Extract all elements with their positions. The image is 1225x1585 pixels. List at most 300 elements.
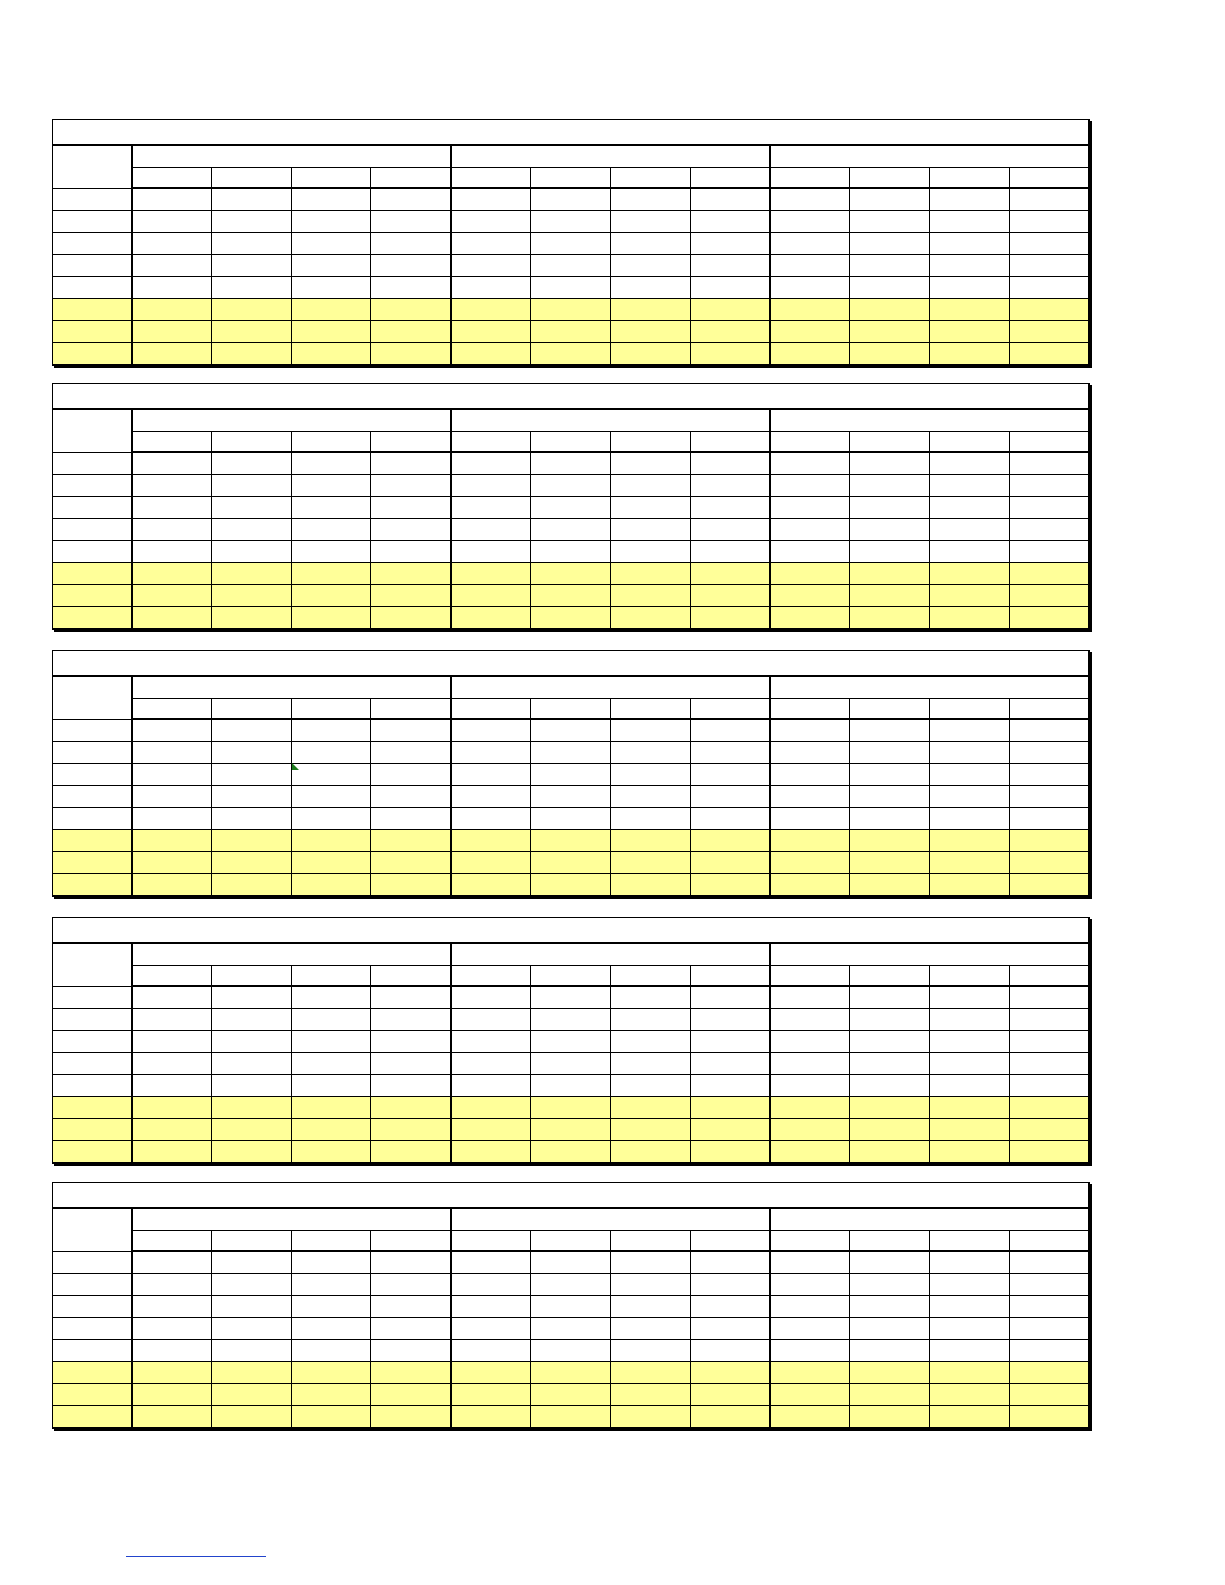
data-cell[interactable] [371,1119,451,1141]
sub-header-cell[interactable] [850,1231,930,1252]
sub-header-cell[interactable] [371,168,451,189]
data-cell[interactable] [690,211,770,233]
block-title[interactable] [53,1183,1090,1209]
data-cell[interactable] [132,343,212,366]
data-cell[interactable] [211,1009,291,1031]
group-header-cell[interactable] [451,409,770,432]
group-header-cell[interactable] [770,943,1089,966]
data-cell[interactable] [451,1097,531,1119]
data-cell[interactable] [929,1031,1009,1053]
data-cell[interactable] [132,1274,212,1296]
data-cell[interactable] [770,497,850,519]
row-header-cell[interactable] [53,299,132,321]
data-cell[interactable] [211,742,291,764]
data-cell[interactable] [850,1296,930,1318]
data-cell[interactable] [1009,1384,1089,1406]
data-cell[interactable] [929,1009,1009,1031]
row-header-cell[interactable] [53,808,132,830]
data-cell[interactable] [850,277,930,299]
sub-header-cell[interactable] [850,168,930,189]
data-cell[interactable] [1009,255,1089,277]
group-header-cell[interactable] [132,1208,451,1231]
data-cell[interactable] [132,719,212,742]
data-cell[interactable] [371,1274,451,1296]
sub-header-cell[interactable] [850,432,930,453]
corner-header-cell[interactable] [53,409,132,452]
data-cell[interactable] [770,786,850,808]
data-cell[interactable] [291,1340,371,1362]
data-cell[interactable] [929,986,1009,1009]
data-cell[interactable] [371,541,451,563]
row-header-cell[interactable] [53,1031,132,1053]
sub-header-cell[interactable] [211,1231,291,1252]
data-cell[interactable] [371,742,451,764]
row-header-cell[interactable] [53,764,132,786]
data-cell[interactable] [530,1119,610,1141]
data-cell[interactable] [1009,1053,1089,1075]
data-cell[interactable] [690,1384,770,1406]
sub-header-cell[interactable] [690,1231,770,1252]
data-cell[interactable] [929,764,1009,786]
data-cell[interactable] [291,986,371,1009]
data-cell[interactable] [770,1009,850,1031]
data-cell[interactable] [850,321,930,343]
data-cell[interactable] [132,452,212,475]
data-cell[interactable] [1009,874,1089,897]
data-cell[interactable] [1009,1251,1089,1274]
data-cell[interactable] [1009,1406,1089,1429]
data-cell[interactable] [132,255,212,277]
data-cell[interactable] [850,1384,930,1406]
data-cell[interactable] [371,321,451,343]
data-cell[interactable] [132,1406,212,1429]
footer-link[interactable] [126,1556,266,1557]
data-cell[interactable] [371,1053,451,1075]
data-cell[interactable] [850,1097,930,1119]
data-cell[interactable] [211,786,291,808]
data-cell[interactable] [929,321,1009,343]
data-cell[interactable] [770,1119,850,1141]
data-cell[interactable] [371,1296,451,1318]
data-cell[interactable] [690,1119,770,1141]
data-cell[interactable] [850,519,930,541]
data-cell[interactable] [610,585,690,607]
data-cell[interactable] [132,541,212,563]
sub-header-cell[interactable] [291,1231,371,1252]
data-cell[interactable] [530,742,610,764]
data-cell[interactable] [451,541,531,563]
data-cell[interactable] [291,1031,371,1053]
data-cell[interactable] [929,719,1009,742]
data-cell[interactable] [1009,742,1089,764]
data-cell[interactable] [690,986,770,1009]
data-cell[interactable] [132,585,212,607]
data-cell[interactable] [770,343,850,366]
data-cell[interactable] [770,188,850,211]
row-header-cell[interactable] [53,343,132,366]
data-cell[interactable] [451,255,531,277]
data-cell[interactable] [371,830,451,852]
data-cell[interactable] [610,1406,690,1429]
data-cell[interactable] [291,452,371,475]
data-cell[interactable] [451,188,531,211]
data-cell[interactable] [211,497,291,519]
row-header-cell[interactable] [53,475,132,497]
data-cell[interactable] [291,1053,371,1075]
data-cell[interactable] [929,742,1009,764]
data-cell[interactable] [1009,1031,1089,1053]
sub-header-cell[interactable] [1009,1231,1089,1252]
data-cell[interactable] [690,255,770,277]
data-cell[interactable] [1009,719,1089,742]
data-cell[interactable] [770,519,850,541]
data-cell[interactable] [610,299,690,321]
data-cell[interactable] [929,277,1009,299]
data-cell[interactable] [610,1384,690,1406]
data-cell[interactable] [291,475,371,497]
data-cell[interactable] [291,519,371,541]
data-cell[interactable] [132,986,212,1009]
data-cell[interactable] [850,986,930,1009]
sub-header-cell[interactable] [211,432,291,453]
data-cell[interactable] [929,1384,1009,1406]
data-cell[interactable] [530,1075,610,1097]
data-cell[interactable] [929,1119,1009,1141]
data-cell[interactable] [1009,1009,1089,1031]
sub-header-cell[interactable] [371,966,451,987]
sub-header-cell[interactable] [929,432,1009,453]
sub-header-cell[interactable] [610,1231,690,1252]
data-cell[interactable] [690,321,770,343]
data-cell[interactable] [451,519,531,541]
data-cell[interactable] [530,452,610,475]
data-cell[interactable] [451,1340,531,1362]
data-cell[interactable] [770,764,850,786]
row-header-cell[interactable] [53,255,132,277]
data-cell[interactable] [451,1075,531,1097]
data-cell[interactable] [929,519,1009,541]
data-cell[interactable] [451,1031,531,1053]
data-cell[interactable] [451,1384,531,1406]
sub-header-cell[interactable] [451,1231,531,1252]
row-header-cell[interactable] [53,277,132,299]
data-cell[interactable] [770,830,850,852]
data-cell[interactable] [530,786,610,808]
data-cell[interactable] [850,188,930,211]
data-cell[interactable] [530,321,610,343]
data-cell[interactable] [690,475,770,497]
data-cell[interactable] [291,719,371,742]
data-cell[interactable] [132,277,212,299]
data-cell[interactable] [610,475,690,497]
data-cell[interactable] [1009,211,1089,233]
data-cell[interactable] [291,830,371,852]
data-cell[interactable] [291,1141,371,1164]
data-cell[interactable] [132,497,212,519]
data-cell[interactable] [530,188,610,211]
data-cell[interactable] [850,830,930,852]
data-cell[interactable] [929,255,1009,277]
data-cell[interactable] [451,808,531,830]
data-cell[interactable] [850,742,930,764]
data-cell[interactable] [451,233,531,255]
data-cell[interactable] [770,299,850,321]
data-cell[interactable] [610,1053,690,1075]
data-cell[interactable] [371,1406,451,1429]
sub-header-cell[interactable] [929,168,1009,189]
data-cell[interactable] [610,1097,690,1119]
data-cell[interactable] [690,852,770,874]
data-cell[interactable] [929,1318,1009,1340]
sub-header-cell[interactable] [610,432,690,453]
data-cell[interactable] [530,607,610,630]
data-cell[interactable] [132,1097,212,1119]
data-cell[interactable] [291,321,371,343]
data-cell[interactable] [211,719,291,742]
data-cell[interactable] [211,852,291,874]
data-cell[interactable] [530,519,610,541]
data-cell[interactable] [770,585,850,607]
data-cell[interactable] [929,1274,1009,1296]
data-cell[interactable] [850,786,930,808]
corner-header-cell[interactable] [53,676,132,719]
data-cell[interactable] [1009,830,1089,852]
sub-header-cell[interactable] [690,966,770,987]
sub-header-cell[interactable] [291,966,371,987]
data-cell[interactable] [610,852,690,874]
row-header-cell[interactable] [53,786,132,808]
row-header-cell[interactable] [53,563,132,585]
data-cell[interactable] [929,299,1009,321]
sub-header-cell[interactable] [291,699,371,720]
data-cell[interactable] [371,786,451,808]
data-cell[interactable] [451,321,531,343]
data-cell[interactable] [211,299,291,321]
row-header-cell[interactable] [53,1340,132,1362]
data-cell[interactable] [132,1119,212,1141]
data-cell[interactable] [1009,786,1089,808]
data-cell[interactable] [451,1119,531,1141]
row-header-cell[interactable] [53,1009,132,1031]
data-cell[interactable] [132,519,212,541]
data-cell[interactable] [850,585,930,607]
data-cell[interactable] [1009,299,1089,321]
sub-header-cell[interactable] [1009,168,1089,189]
data-cell[interactable] [850,452,930,475]
data-cell[interactable] [929,874,1009,897]
sub-header-cell[interactable] [211,168,291,189]
data-cell[interactable] [929,563,1009,585]
group-header-cell[interactable] [451,676,770,699]
data-cell[interactable] [770,874,850,897]
data-cell[interactable] [610,742,690,764]
data-cell[interactable] [451,452,531,475]
data-cell[interactable] [610,1340,690,1362]
data-cell[interactable] [132,1031,212,1053]
data-cell[interactable] [770,475,850,497]
data-cell[interactable] [770,742,850,764]
group-header-cell[interactable] [770,145,1089,168]
sub-header-cell[interactable] [690,699,770,720]
data-cell[interactable] [770,1075,850,1097]
data-cell[interactable] [1009,541,1089,563]
data-cell[interactable] [690,1406,770,1429]
data-cell[interactable] [770,321,850,343]
data-cell[interactable] [371,497,451,519]
data-cell[interactable] [1009,188,1089,211]
data-cell[interactable] [530,585,610,607]
data-cell[interactable] [690,719,770,742]
data-cell[interactable] [211,1097,291,1119]
data-cell[interactable] [850,764,930,786]
data-cell[interactable] [770,719,850,742]
data-cell[interactable] [211,1274,291,1296]
data-cell[interactable] [371,1031,451,1053]
data-cell[interactable] [929,1141,1009,1164]
data-cell[interactable] [530,1384,610,1406]
data-cell[interactable] [371,607,451,630]
sub-header-cell[interactable] [929,699,1009,720]
sub-header-cell[interactable] [690,432,770,453]
data-cell[interactable] [451,299,531,321]
data-cell[interactable] [850,719,930,742]
data-cell[interactable] [690,563,770,585]
data-cell[interactable] [451,1274,531,1296]
data-cell[interactable] [451,607,531,630]
data-cell[interactable] [610,452,690,475]
row-header-cell[interactable] [53,852,132,874]
data-cell[interactable] [850,1251,930,1274]
data-cell[interactable] [690,874,770,897]
block-title[interactable] [53,384,1090,410]
data-cell[interactable] [770,1251,850,1274]
data-cell[interactable] [929,475,1009,497]
data-cell[interactable] [530,563,610,585]
data-cell[interactable] [291,541,371,563]
sub-header-cell[interactable] [770,168,850,189]
data-cell[interactable] [371,233,451,255]
row-header-cell[interactable] [53,1296,132,1318]
corner-header-cell[interactable] [53,145,132,188]
data-cell[interactable] [211,233,291,255]
data-cell[interactable] [530,211,610,233]
data-cell[interactable] [850,1053,930,1075]
data-cell[interactable] [132,1362,212,1384]
data-cell[interactable] [610,607,690,630]
data-cell[interactable] [451,497,531,519]
sub-header-cell[interactable] [132,699,212,720]
data-cell[interactable] [610,786,690,808]
row-header-cell[interactable] [53,1075,132,1097]
data-cell[interactable] [211,1406,291,1429]
data-cell[interactable] [371,1362,451,1384]
data-cell[interactable] [371,1141,451,1164]
row-header-cell[interactable] [53,1053,132,1075]
data-cell[interactable] [690,1053,770,1075]
data-cell[interactable] [1009,452,1089,475]
group-header-cell[interactable] [770,676,1089,699]
data-cell[interactable] [1009,607,1089,630]
data-cell[interactable] [770,1340,850,1362]
data-cell[interactable] [451,986,531,1009]
data-cell[interactable] [371,299,451,321]
data-cell[interactable] [770,852,850,874]
data-cell[interactable] [850,255,930,277]
corner-header-cell[interactable] [53,1208,132,1251]
data-cell[interactable] [291,585,371,607]
data-cell[interactable] [211,1318,291,1340]
data-cell[interactable] [690,1362,770,1384]
data-cell[interactable] [1009,519,1089,541]
data-cell[interactable] [530,541,610,563]
data-cell[interactable] [690,497,770,519]
data-cell[interactable] [1009,585,1089,607]
data-cell[interactable] [211,563,291,585]
data-cell[interactable] [610,1119,690,1141]
data-cell[interactable] [530,1296,610,1318]
data-cell[interactable] [451,1141,531,1164]
data-cell[interactable] [530,1031,610,1053]
data-cell[interactable] [291,188,371,211]
data-cell[interactable] [610,808,690,830]
data-cell[interactable] [530,1406,610,1429]
data-cell[interactable] [690,1274,770,1296]
row-header-cell[interactable] [53,1384,132,1406]
sub-header-cell[interactable] [770,966,850,987]
row-header-cell[interactable] [53,1097,132,1119]
data-cell[interactable] [929,188,1009,211]
data-cell[interactable] [132,188,212,211]
data-cell[interactable] [132,786,212,808]
data-cell[interactable] [610,211,690,233]
data-cell[interactable] [850,1075,930,1097]
data-cell[interactable] [610,277,690,299]
data-cell[interactable] [610,1141,690,1164]
data-cell[interactable] [929,808,1009,830]
data-cell[interactable] [291,1318,371,1340]
row-header-cell[interactable] [53,874,132,897]
data-cell[interactable] [770,986,850,1009]
data-cell[interactable] [211,519,291,541]
data-cell[interactable] [690,277,770,299]
data-cell[interactable] [850,1141,930,1164]
data-cell[interactable] [451,211,531,233]
data-cell[interactable] [690,299,770,321]
data-cell[interactable] [451,764,531,786]
data-cell[interactable] [451,343,531,366]
data-cell[interactable] [371,808,451,830]
data-cell[interactable] [132,1384,212,1406]
data-cell[interactable] [530,1053,610,1075]
data-cell[interactable] [371,188,451,211]
sub-header-cell[interactable] [530,966,610,987]
data-cell[interactable] [211,452,291,475]
data-cell[interactable] [530,497,610,519]
data-cell[interactable] [451,277,531,299]
data-cell[interactable] [690,1251,770,1274]
data-cell[interactable] [850,1362,930,1384]
data-cell[interactable] [371,255,451,277]
data-cell[interactable] [530,299,610,321]
data-cell[interactable] [690,607,770,630]
data-cell[interactable] [690,519,770,541]
data-cell[interactable] [530,1009,610,1031]
data-cell[interactable] [690,343,770,366]
data-cell[interactable] [132,808,212,830]
data-cell[interactable] [610,830,690,852]
data-cell[interactable] [451,1362,531,1384]
data-cell[interactable] [530,1340,610,1362]
